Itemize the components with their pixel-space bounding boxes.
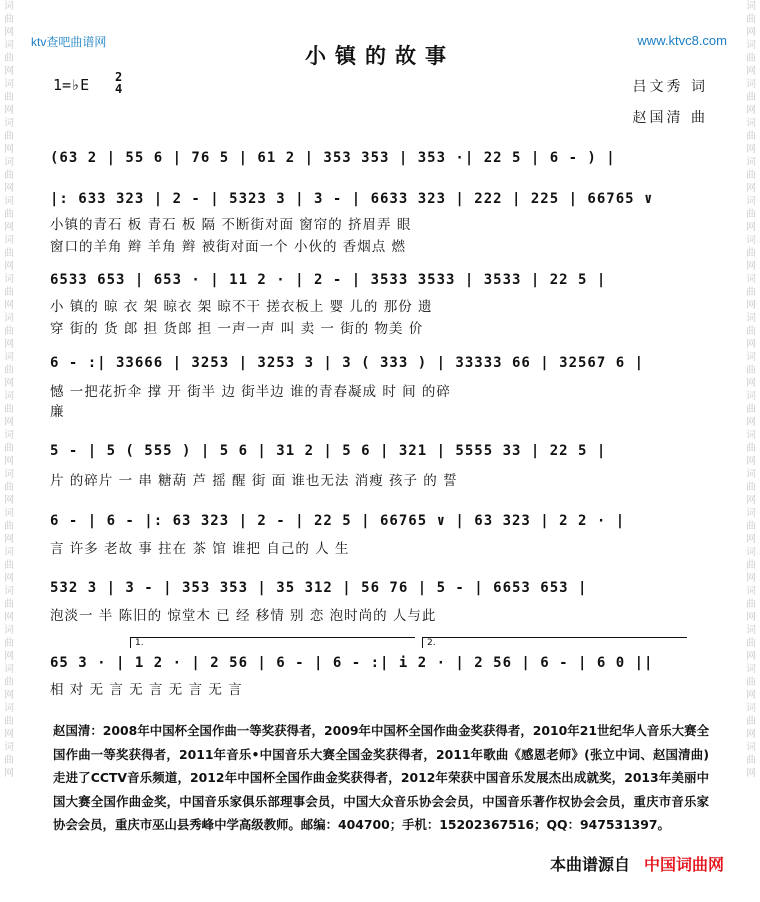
site-watermark-right: www.ktvc8.com [637, 33, 727, 48]
site-watermark-left: ktv查吧曲谱网 [31, 35, 107, 49]
watermark-strip-left: 词曲网词曲网词曲网词曲网词曲网词曲网词曲网词曲网词曲网词曲网词曲网词曲网词曲网词曲网词曲网词曲网词曲网词曲网词曲网词曲网 [4, 1, 14, 779]
watermark-strip-right: 词曲网词曲网词曲网词曲网词曲网词曲网词曲网词曲网词曲网词曲网词曲网词曲网词曲网词曲网词曲网词曲网词曲网词曲网词曲网词曲网 [746, 1, 756, 779]
source-prefix: 本曲谱源自 [549, 855, 630, 874]
time-signature [115, 71, 122, 95]
volta-second-ending: 2. [422, 637, 687, 648]
score-notes-row: 5 - | 5 ( 555 ) | 5 6 | 31 2 | 5 6 | 321 | 5555 33 | 22 5 | [50, 443, 607, 459]
lyrics-line: 穿 街的 货 郎 担 货郎 担 一声一声 叫 卖 一 街的 物美 价 [50, 321, 424, 337]
source-credit [550, 852, 724, 875]
score-notes-row: |: 633 323 | 2 - | 5323 3 | 3 - | 6633 323 | 222 | 225 | 66765 ∨ [50, 191, 654, 207]
score-notes-row: 65 3 · | 1 2 · | 2 56 | 6 - | 6 - :| i 2 · | 2 56 | 6 - | 6 0 || [50, 655, 654, 671]
source-site-name: 中国词曲网 [643, 855, 724, 874]
score-notes-row: 6 - | 6 - |: 63 323 | 2 - | 22 5 | 66765 ∨ | 63 323 | 2 2 · | [50, 513, 626, 529]
lyrics-line: 憾 一把花折伞 撑 开 街半 边 街半边 谁的青春凝成 时 间 的碎 [50, 384, 451, 400]
score-notes-row: 532 3 | 3 - | 353 353 | 35 312 | 56 76 | 5 - | 6653 653 | [50, 580, 588, 596]
song-title: 小镇的故事 [305, 43, 455, 68]
time-signature-bottom: 4 [115, 82, 123, 96]
volta-first-ending: 1. [130, 637, 415, 648]
lyrics-line: 片 的碎片 一 串 糖葫 芦 摇 醒 街 面 谁也无法 消瘦 孩子 的 誓 [50, 473, 458, 489]
key-signature: 1=♭E [53, 76, 90, 94]
lyricist-credit: 吕文秀 词 [632, 79, 708, 95]
lyrics-line: 泡淡一 半 陈旧的 惊堂木 已 经 移情 别 恋 泡时尚的 人与此 [50, 608, 437, 624]
score-notes-row: 6 - :| 33666 | 3253 | 3253 3 | 3 ( 333 ) | 33333 66 | 32567 6 | [50, 355, 645, 371]
composer-credit: 赵国清 曲 [632, 110, 708, 126]
lyrics-line: 相 对 无 言 无 言 无 言 无 言 [50, 682, 243, 698]
composer-biography: 赵国清：2008年中国杯全国作曲一等奖获得者，2009年中国杯全国作曲金奖获得者，2010年21世纪华人音乐大赛全国作曲一等奖获得者，2011年音乐•中国音乐大赛全国金奖获得者，2011年歌曲《感恩老师》(张立中词、赵国清曲)走进了CCTV音乐频道，2012年中国杯全国作曲金奖获得者，2012年荣获中国音乐发展杰出成就奖，2013年美丽中国大赛全国作曲金奖，中国音乐家俱乐部理事会员，中国大众音乐协会会员，中国音乐著作权协会会员，重庆市音乐家协会会员，重庆市巫山县秀峰中学高级教师。邮编：404700；手机：15202367516；QQ：947531397。 [53, 723, 709, 832]
lyrics-line: 廉 [50, 404, 65, 420]
lyrics-line: 言 许多 老故 事 拄在 茶 馆 谁把 自己的 人 生 [50, 541, 350, 557]
score-notes-row: 6533 653 | 653 · | 11 2 · | 2 - | 3533 3533 | 3533 | 22 5 | [50, 272, 607, 288]
lyrics-line: 小 镇的 晾 衣 架 晾衣 架 晾不干 搓衣板上 婴 儿的 那份 遗 [50, 299, 433, 315]
score-notes-row: (63 2 | 55 6 | 76 5 | 61 2 | 353 353 | 353 ·| 22 5 | 6 - ) | [50, 150, 616, 166]
time-signature-top: 2 [115, 70, 123, 84]
lyrics-line: 小镇的青石 板 青石 板 隔 不断街对面 窗帘的 挤眉弄 眼 [50, 217, 412, 233]
lyrics-line: 窗口的羊角 辫 羊角 辫 被街对面一个 小伙的 香烟点 燃 [50, 239, 407, 255]
